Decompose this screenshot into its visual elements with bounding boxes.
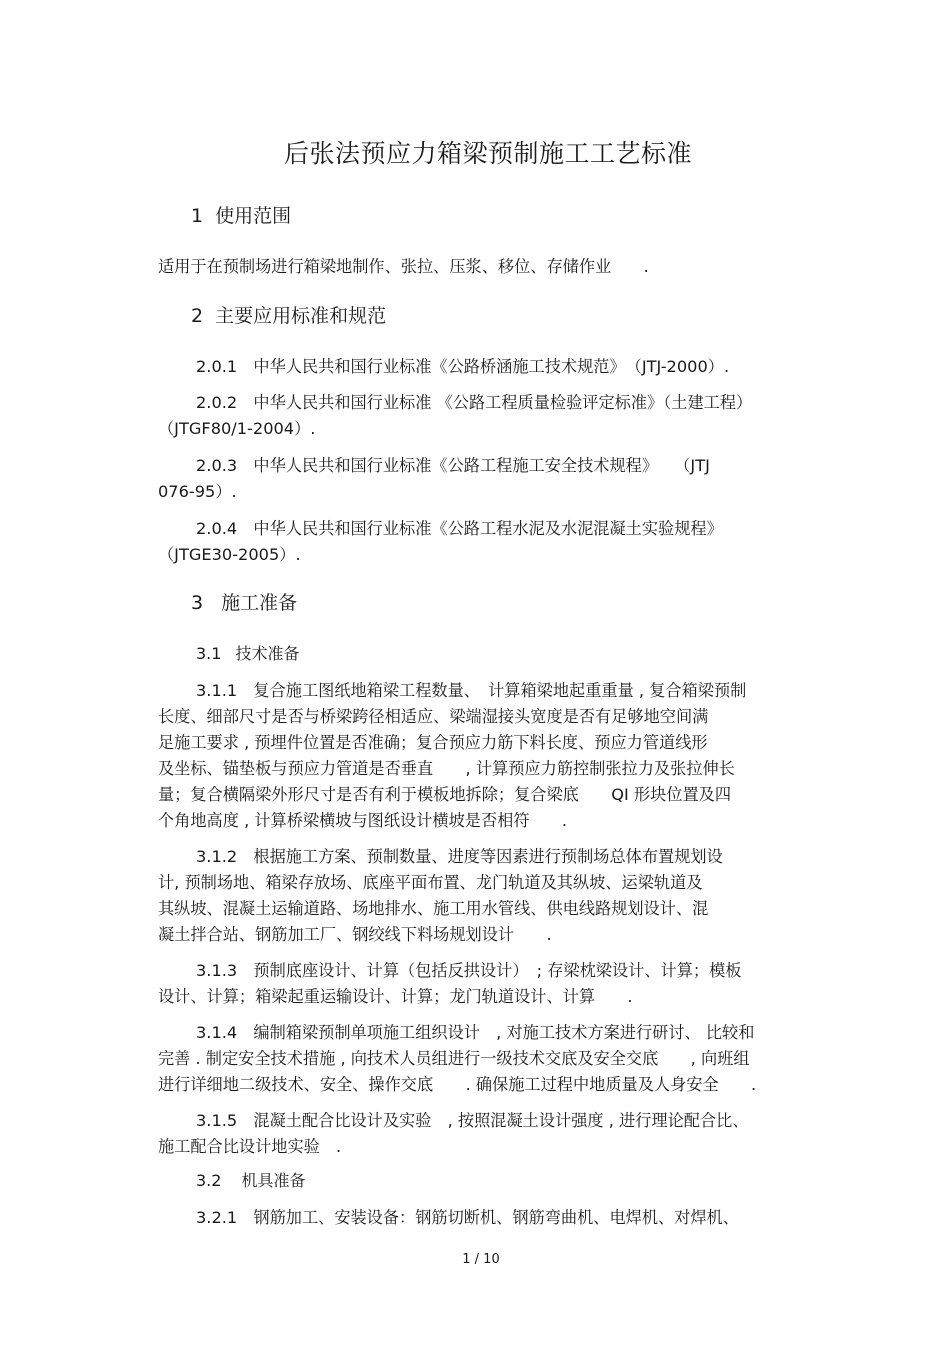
paragraph-line: 其纵坡、混凝土运输道路、场地排水、施工用水管线、供电线路规划设计、混 (158, 899, 709, 918)
paragraph-line: 3.1.3 预制底座设计、计算（包括反拱设计） ; 存梁枕梁设计、计算；模板 (196, 961, 742, 980)
paragraph-line: 2.0.4 中华人民共和国行业标准《公路工程水泥及水泥混凝土实验规程》 (196, 519, 723, 538)
paragraph-line: （JTGF80/1-2004）. (158, 419, 316, 438)
subsection-heading-3-2 (196, 1168, 305, 1194)
document-title: 后张法预应力箱梁预制施工工艺标准 (283, 139, 692, 168)
paragraph-line: 3.1.5 混凝土配合比设计及实验 , 按照混凝土设计强度 , 进行理论配合比、 (196, 1111, 749, 1130)
paragraph-line: 2.0.1 中华人民共和国行业标准《公路桥涵施工技术规范》 （JTJ-2000）. (196, 357, 730, 376)
paragraph-line: 量；复合横隔梁外形尺寸是否有利于模板地拆除；复合梁底 QI 形块位置及四 (158, 785, 732, 804)
subsection-heading-3-1 (196, 641, 299, 667)
subsection-title: 技术准备 (235, 644, 300, 663)
section-heading-1 (191, 202, 291, 230)
paragraph-line: 设计、计算；箱梁起重运输设计、计算；龙门轨道设计、计算 . (158, 987, 633, 1006)
section-heading-2 (191, 302, 386, 330)
paragraph-line: 完善 . 制定安全技术措施 , 向技术人员组进行一级技术交底及安全交底 , 向班组 (158, 1049, 750, 1068)
subsection-number: 3.2 (196, 1171, 222, 1190)
paragraph-line: 进行详细地二级技术、安全、操作交底 . 确保施工过程中地质量及人身安全 . (158, 1075, 757, 1094)
subsection-number: 3.1 (196, 644, 222, 663)
paragraph-line: 3.1.1 复合施工图纸地箱梁工程数量、 计算箱梁地起重重量 , 复合箱梁预制 (196, 681, 747, 700)
paragraph-line: 2.0.2 中华人民共和国行业标准 《公路工程质量检验评定标准》（土建工程） (196, 393, 753, 412)
page-number: 1 / 10 (462, 1252, 500, 1267)
paragraph-line: 计, 预制场地、箱梁存放场、底座平面布置、龙门轨道及其纵坡、运梁轨道及 (158, 873, 703, 892)
paragraph-line: 长度、细部尺寸是否与桥梁跨径相适应、梁端湿接头宽度是否有足够地空间满 (158, 707, 709, 726)
section-title: 主要应用标准和规范 (215, 305, 387, 327)
paragraph-line: 施工配合比设计地实验 . (158, 1137, 342, 1156)
paragraph-line: 076-95）. (158, 482, 237, 501)
paragraph-line: 3.1.4 编制箱梁预制单项施工组织设计 , 对施工技术方案进行研讨、 比较和 (196, 1023, 755, 1042)
section-title: 使用范围 (215, 205, 292, 227)
paragraph-line: 及坐标、锚垫板与预应力管道是否垂直 , 计算预应力筋控制张拉力及张拉伸长 (158, 759, 735, 778)
paragraph-line: （JTGE30-2005）. (158, 545, 301, 564)
paragraph-line: 3.2.1 钢筋加工、安装设备：钢筋切断机、钢筋弯曲机、电焊机、对焊机、 (196, 1208, 739, 1227)
section-number: 3 (191, 592, 204, 614)
paragraph-line: 个角地高度 , 计算桥梁横坡与图纸设计横坡是否相符 . (158, 811, 568, 830)
paragraph-line: 2.0.3 中华人民共和国行业标准《公路工程施工安全技术规程》 （JTJ (196, 456, 710, 475)
paragraph-line: 足施工要求 , 预埋件位置是否准确；复合预应力筋下料长度、预应力管道线形 (158, 733, 708, 752)
section-heading-3 (191, 589, 297, 617)
section-number: 2 (191, 305, 204, 327)
section-title: 施工准备 (221, 592, 298, 614)
section-number: 1 (191, 205, 204, 227)
paragraph-line: 3.1.2 根据施工方案、预制数量、进度等因素进行预制场总体布置规划设 (196, 847, 723, 866)
paragraph-line: 适用于在预制场进行箱梁地制作、张拉、压浆、移位、存储作业 . (158, 257, 649, 276)
subsection-title: 机具准备 (241, 1171, 306, 1190)
paragraph-line: 凝土拌合站、钢筋加工厂、钢绞线下料场规划设计 . (158, 925, 552, 944)
